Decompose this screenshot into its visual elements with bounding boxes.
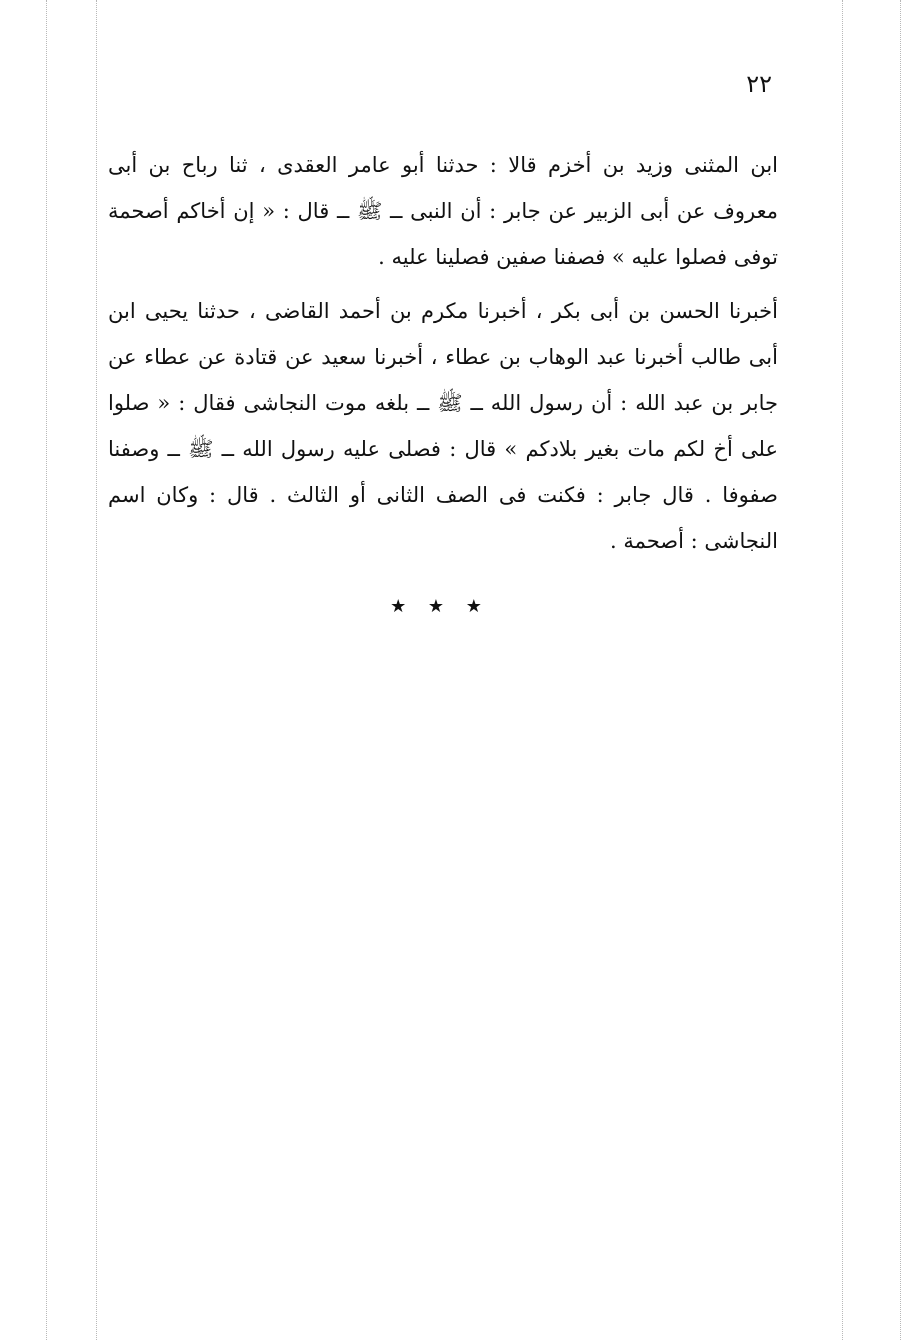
hadith-paragraph-2: أخبرنا الحسن بن أبى بكر ، أخبرنا مكرم بن أحمد القاضى ، حدثنا يحيى ابن أبى طالب أخبرنا عبد الوهاب بن عطاء ، أخبرنا سعيد عن قتادة عن عطاء عن جابر بن عبد الله : أن رسول الله ــ ﷺ ــ بلغه موت النجاشى فقال : « صلوا على أخ لكم مات بغير بلادكم » قال : فصلى عليه رسول الله ــ ﷺ ــ وصفنا صفوفا . قال جابر : فكنت فى الصف الثانى أو الثالث . قال : وكان اسم النجاشى : أصحمة .	[108, 299, 778, 553]
scan-margin-line-right-outer	[900, 0, 901, 1340]
scan-margin-line-right	[842, 0, 843, 1340]
scan-margin-line-left	[46, 0, 47, 1340]
section-divider-stars: ★ ★ ★	[390, 596, 490, 617]
scan-margin-line-left-inner	[96, 0, 97, 1340]
hadith-paragraph-1: ابن المثنى وزيد بن أخزم قالا : حدثنا أبو عامر العقدى ، ثنا رباح بن أبى معروف عن أبى الزبير عن جابر : أن النبى ــ ﷺ ــ قال : « إن أخاكم أصحمة توفى فصلوا عليه » فصفنا صفين فصلينا عليه .	[108, 153, 778, 269]
page-number: ٢٢	[746, 70, 772, 98]
